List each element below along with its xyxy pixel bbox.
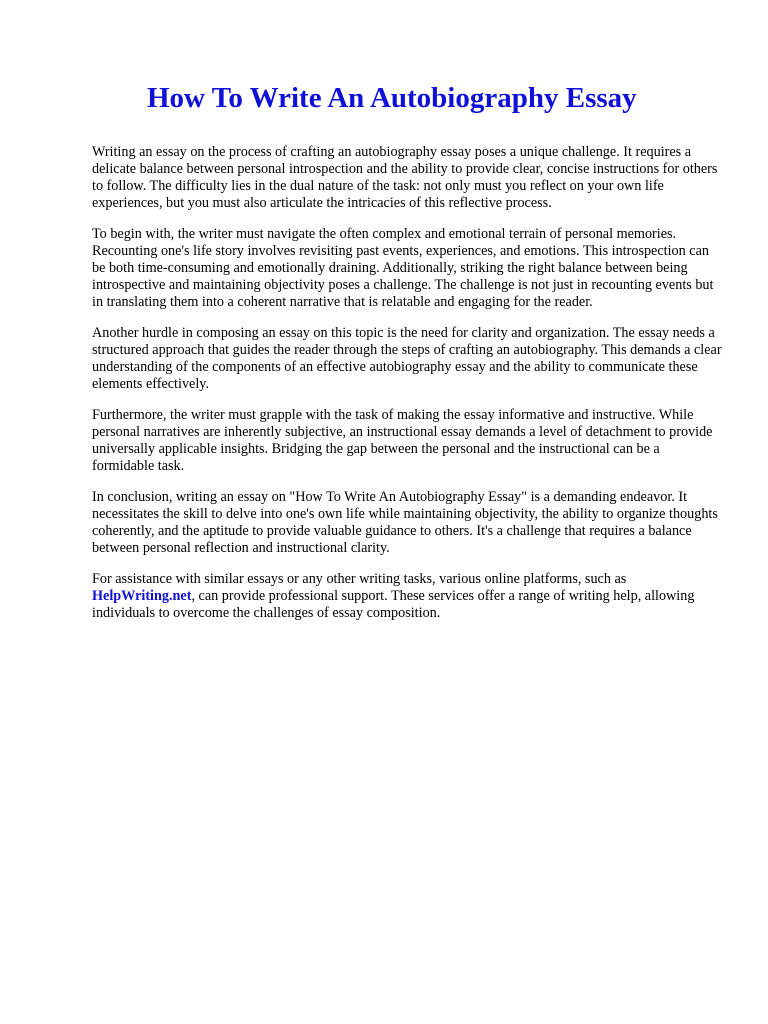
paragraph-instructive: Furthermore, the writer must grapple with the task of making the essay informative and instructive. While personal narratives are inherently subjective, an instructional essay demands a level of detachment to provide universally applicable insights. Bridging the gap between the personal and the instructional can be a formidable task. [92,407,713,474]
document-title: How To Write An Autobiography Essay [147,82,637,114]
assistance-text-after: , can provide professional support. These services offer a range of writing help, allowing individuals to overcome the challenges of essay composition. [92,588,695,621]
paragraph-memories: To begin with, the writer must navigate the often complex and emotional terrain of personal memories. Recounting one's life story involves revisiting past events, experiences, and emotions. This introspection can be both time-consuming and emotionally draining. Additionally, striking the right balance between being introspective and maintaining objectivity poses a challenge. The challenge is not just in recounting events but in translating them into a coherent narrative that is relatable and engaging for the reader. [92,226,714,310]
paragraph-intro: Writing an essay on the process of crafting an autobiography essay poses a unique challenge. It requires a delicate balance between personal introspection and the ability to provide clear, concise instructions for others to follow. The difficulty lies in the dual nature of the task: not only must you reflect on your own life experiences, but you must also articulate the intricacies of this reflective process. [92,144,718,211]
paragraph-clarity: Another hurdle in composing an essay on this topic is the need for clarity and organization. The essay needs a structured approach that guides the reader through the steps of crafting an autobiography. This demands a clear understanding of the components of an effective autobiography essay and the ability to communicate these elements effectively. [92,325,722,392]
helpwriting-link[interactable]: HelpWriting.net [92,588,192,604]
paragraph-conclusion: In conclusion, writing an essay on "How To Write An Autobiography Essay" is a demanding endeavor. It necessitates the skill to delve into one's own life while maintaining objectivity, the ability to organize thoughts coherently, and the aptitude to provide valuable guidance to others. It's a challenge that requires a balance between personal reflection and instructional clarity. [92,489,718,556]
document-body [92,144,722,622]
paragraph-assistance [92,571,722,622]
assistance-text-before: For assistance with similar essays or any other writing tasks, various online platforms, such as [92,571,627,587]
